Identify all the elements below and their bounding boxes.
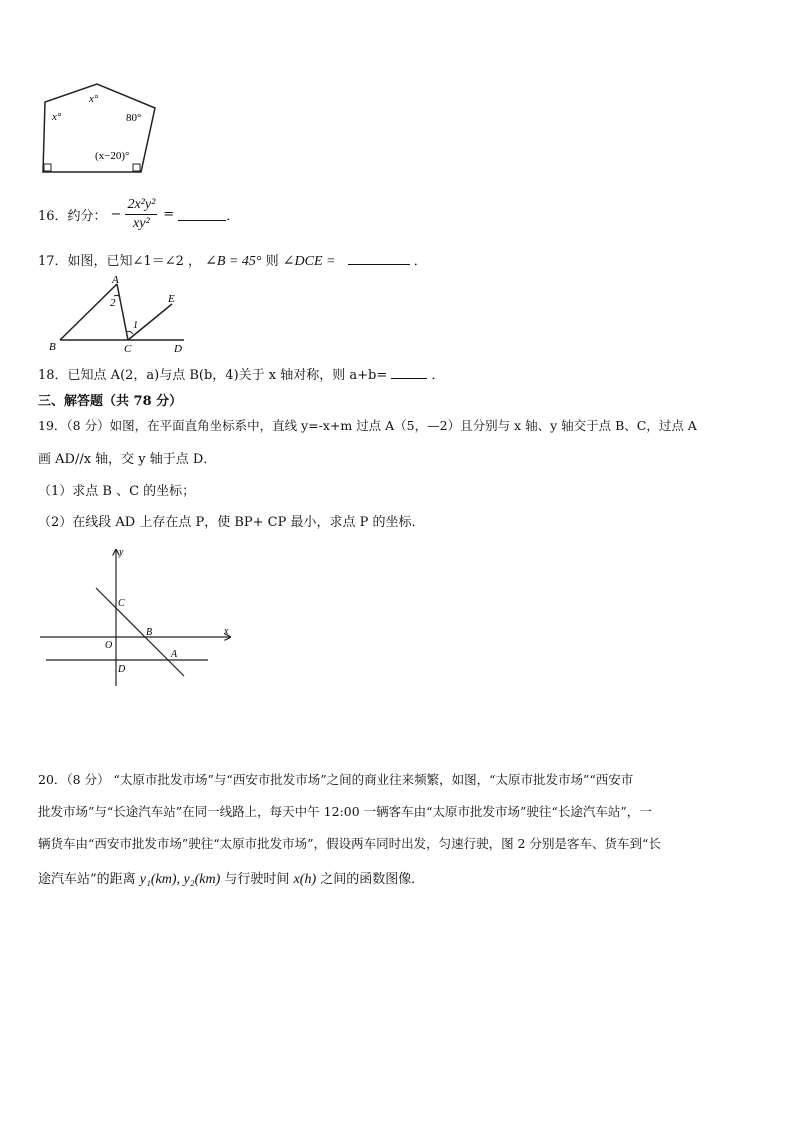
q17-text-c: 则 bbox=[265, 254, 279, 269]
angle-label-left: x° bbox=[52, 111, 62, 123]
q20-math-x: x(h) bbox=[293, 872, 317, 887]
q18-end: ． bbox=[431, 368, 445, 383]
q17-label-D: D bbox=[174, 343, 182, 355]
q20-line-4-a: 途汽车站”的距离 bbox=[38, 872, 136, 887]
q17-label-2: 2 bbox=[110, 297, 116, 309]
q19-part-1: （1）求点 B 、C 的坐标； bbox=[38, 484, 196, 499]
q19-label-A: A bbox=[171, 649, 178, 660]
q20-line-1: 20．（8 分） “太原市批发市场”与“西安市批发市场”之间的商业往来频繁，如图，“太原市批发市场”“西安市 bbox=[38, 772, 634, 787]
q17-label-A: A bbox=[112, 274, 119, 286]
q19-label-O: O bbox=[105, 640, 113, 651]
q16-sign: − bbox=[110, 206, 122, 222]
angle-label-top: x° bbox=[89, 93, 99, 105]
q17-label-1: 1 bbox=[133, 320, 138, 331]
q16-answer-blank[interactable] bbox=[178, 208, 226, 221]
q20-line-4-c: 之间的函数图像． bbox=[320, 872, 425, 887]
right-angle-mark-right bbox=[133, 164, 140, 171]
pentagon-figure bbox=[36, 80, 166, 176]
q16-end: ． bbox=[226, 208, 240, 224]
q19-coordinate-figure bbox=[36, 544, 236, 692]
q20-line-4 bbox=[38, 868, 424, 888]
question-18 bbox=[38, 364, 445, 383]
q20-line-4-b: 与行驶时间 bbox=[224, 872, 290, 887]
q20-math-y1y2: y₁(km), y₂(km) bbox=[139, 872, 221, 887]
q17-condition: ∠B = 45° bbox=[205, 254, 262, 269]
section-title: 三、解答题（共 78 分） bbox=[38, 394, 183, 409]
q17-answer-blank[interactable] bbox=[348, 252, 410, 265]
line-y-neg-x-plus-m bbox=[96, 588, 184, 676]
q19-label-x: x bbox=[224, 626, 229, 637]
q19-label-B: B bbox=[146, 627, 153, 638]
question-17 bbox=[38, 250, 427, 270]
q16-numerator: 2x²y² bbox=[125, 196, 157, 215]
q19-part-2: （2）在线段 AD 上存在点 P，使 BP+ CP 最小，求点 P 的坐标． bbox=[38, 515, 425, 530]
q19-line-1: 19．（8 分）如图，在平面直角坐标系中，直线 y=‐x+m 过点 A（5，—2）且分别与 x 轴、y 轴交于点 B、C，过点 A bbox=[38, 418, 697, 433]
q17-label-C: C bbox=[124, 343, 132, 355]
q19-label-y: y bbox=[119, 547, 124, 558]
q18-text: 18．已知点 A(2，a)与点 B(b，4)关于 x 轴对称，则 a+b= bbox=[38, 368, 388, 383]
q16-equals: = bbox=[163, 206, 175, 222]
q17-ask: ∠DCE = bbox=[282, 254, 336, 269]
question-16 bbox=[38, 196, 239, 232]
q20-line-2: 批发市场”与“长途汽车站”在同一线路上，每天中午 12:00 一辆客车由“太原市批发市场”驶往“长途汽车站”，一 bbox=[38, 804, 652, 819]
q17-figure bbox=[44, 272, 194, 356]
angle-label-right: 80° bbox=[126, 112, 142, 124]
q16-denominator: xy² bbox=[133, 215, 150, 231]
q20-line-3: 辆货车由“西安市批发市场”驶往“太原市批发市场”，假设两车同时出发，匀速行驶，图 2 分别是客车、货车到“长 bbox=[38, 836, 661, 851]
angle-label-bottom-right: (x−20)° bbox=[95, 150, 130, 162]
q16-fraction bbox=[125, 196, 157, 233]
q17-label-E: E bbox=[168, 293, 175, 305]
q16-number: 16．约分： bbox=[38, 208, 107, 224]
q19-label-C: C bbox=[118, 598, 125, 609]
q17-label-B: B bbox=[49, 341, 56, 353]
q17-text-a: 17．如图，已知∠1＝∠2 ， bbox=[38, 254, 202, 269]
q18-answer-blank[interactable] bbox=[391, 366, 427, 379]
q19-line-2: 画 AD//x 轴，交 y 轴于点 D． bbox=[38, 452, 217, 467]
q17-end: ． bbox=[413, 254, 427, 269]
q19-label-D: D bbox=[118, 664, 126, 675]
right-angle-mark-left bbox=[44, 164, 51, 171]
